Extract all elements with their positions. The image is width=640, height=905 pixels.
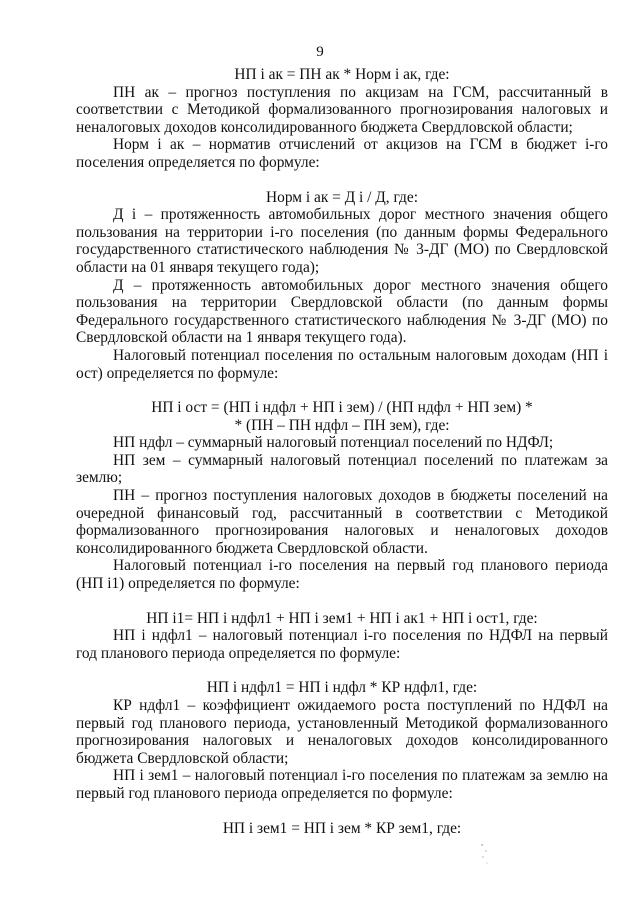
- paragraph: ПН – прогноз поступления налоговых доходов в бюджеты поселений на очередной финансовый год, рассчитанный в соответствии с Методикой формализованного прогнозирования налоговых и неналоговых доходов консолидированного бюджета Свердловской области.: [76, 487, 608, 557]
- paragraph: НП i зем1 – налоговый потенциал i-го поселения по платежам за землю на первый год планового периода определяется по формуле:: [76, 767, 608, 802]
- paragraph: НП i ндфл1 – налоговый потенциал i-го поселения по НДФЛ на первый год планового периода определяется по формуле:: [76, 627, 608, 662]
- paragraph: ПН ак – прогноз поступления по акцизам на ГСМ, рассчитанный в соответствии с Методикой формализованного прогнозирования налоговых и неналоговых доходов консолидированного бюджета Свердловской области;: [76, 83, 608, 136]
- paragraph: НП ндфл – суммарный налоговый потенциал поселений по НДФЛ;: [113, 434, 554, 452]
- paragraph: НП зем – суммарный налоговый потенциал поселений по платежам за землю;: [76, 451, 608, 487]
- paragraph: Налоговый потенциал i-го поселения на первый год планового периода (НП i1) определяется по формуле:: [76, 557, 608, 593]
- formula-line: НП i ндфл1 = НП i ндфл * КР ндфл1, где:: [206, 679, 478, 697]
- spacer: [76, 593, 608, 610]
- paragraph: Д – протяженность автомобильных дорог местного значения общего пользования на территории Свердловской области (по данным формы Федерального государственного статистического наблюдения № 3-ДГ (МО) по Свердловской области на 1 января текущего года).: [76, 276, 608, 347]
- formula-line: НП i ост = (НП i ндфл + НП i зем) / (НП ндфл + НП зем) *: [151, 399, 533, 417]
- page-number: 9: [316, 44, 324, 60]
- paragraph: Д i – протяженность автомобильных дорог местного значения общего пользования на территории i-го поселения (по данным формы Федерального государственного статистического наблюдения № 3-ДГ (МО) по Свердловской области на 01 января текущего года);: [76, 206, 608, 276]
- formula-line: НП i ак = ПН ак * Норм i ак, где:: [234, 66, 450, 83]
- scan-speck-marks: [480, 842, 490, 868]
- formula-line: НП i зем1 = НП i зем * КР зем1, где:: [222, 819, 462, 837]
- spacer: [76, 803, 608, 820]
- spacer: [76, 172, 608, 189]
- spacer: [76, 382, 608, 399]
- spacer: [76, 662, 608, 679]
- formula-line: Норм i ак = Д i / Д, где:: [266, 188, 418, 206]
- paragraph: Норм i ак – норматив отчислений от акцизов на ГСМ в бюджет i-го поселения определяется по формуле:: [76, 136, 608, 171]
- paragraph: Налоговый потенциал поселения по остальным налоговым доходам (НП i ост) определяется по формуле:: [76, 346, 608, 382]
- formula-line: НП i1= НП i ндфл1 + НП i зем1 + НП i ак1 + НП i ост1, где:: [146, 609, 538, 627]
- document-body: [76, 66, 608, 837]
- formula-line: * (ПН – ПН ндфл – ПН зем), где:: [234, 416, 450, 434]
- paragraph: КР ндфл1 – коэффициент ожидаемого роста поступлений по НДФЛ на первый год планового периода, установленный Методикой формализованного прогнозирования налоговых и неналоговых доходов консолидированного бюджета Свердловской области;: [76, 697, 608, 767]
